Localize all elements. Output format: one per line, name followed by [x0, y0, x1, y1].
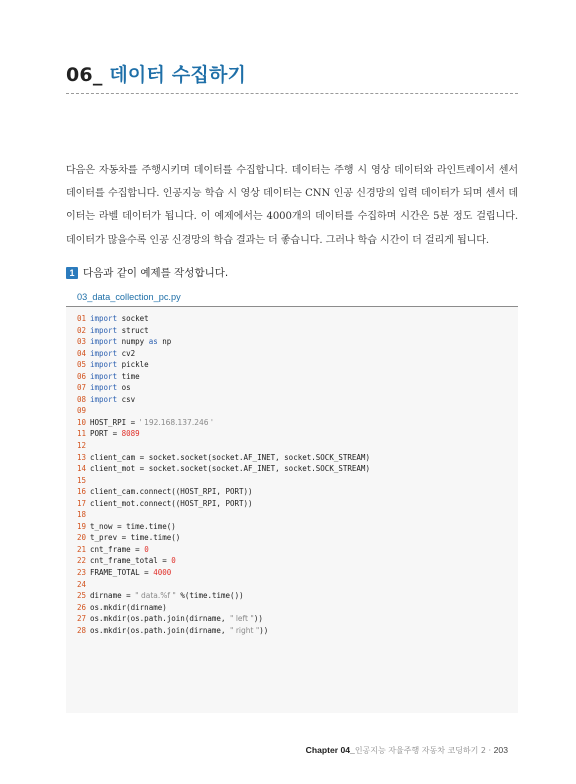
code-line [77, 336, 370, 348]
code-line [77, 405, 370, 417]
code-token: import [90, 383, 118, 393]
code-line [77, 452, 370, 464]
code-token: 4000 [153, 568, 172, 578]
line-number: 01 [77, 314, 91, 323]
code-token: cnt_frame_total = [90, 556, 172, 566]
code-listing [77, 313, 370, 636]
code-token: import [90, 314, 118, 323]
code-token: )) [253, 614, 263, 624]
code-token: t_now = time.time() [90, 521, 176, 531]
code-token: import [90, 348, 118, 358]
code-token: client_cam.connect((HOST_RPI, PORT)) [90, 487, 253, 497]
code-token: " right " [229, 625, 260, 635]
footer-chapter: Chapter 04_ [305, 745, 355, 755]
code-token: client_mot.connect((HOST_RPI, PORT)) [90, 498, 253, 508]
code-line [77, 348, 370, 360]
footer-separator: · [486, 746, 494, 755]
code-token: dirname = [90, 591, 136, 601]
code-line [77, 428, 370, 440]
code-line [77, 532, 370, 544]
page-title [66, 60, 246, 87]
line-number: 05 [77, 360, 91, 370]
code-token: socket [117, 314, 149, 323]
code-token: os.mkdir(os.path.join(dirname, [90, 614, 230, 624]
section-number: 06_ [66, 64, 103, 86]
code-line [77, 590, 370, 602]
line-number: 17 [77, 498, 91, 508]
line-number: 18 [77, 510, 87, 520]
code-token: 0 [144, 544, 149, 554]
line-number: 04 [77, 348, 91, 358]
code-line [77, 521, 370, 533]
code-line [77, 417, 370, 429]
page-footer [306, 745, 508, 756]
line-number: 06 [77, 371, 91, 381]
code-line [77, 602, 370, 614]
code-line [77, 544, 370, 556]
code-token: os.mkdir(dirname) [90, 602, 167, 612]
code-token: import [90, 325, 118, 335]
code-token: os [117, 383, 131, 393]
line-number: 25 [77, 591, 91, 601]
line-number: 28 [77, 625, 91, 635]
code-token: %(time.time()) [175, 591, 244, 601]
line-number: 14 [77, 464, 91, 474]
line-number: 19 [77, 521, 91, 531]
code-line [77, 498, 370, 510]
line-number: 24 [77, 579, 87, 589]
code-token: " data.%f " [135, 591, 176, 601]
line-number: 09 [77, 406, 87, 416]
code-token: " left " [229, 614, 254, 624]
line-number: 10 [77, 417, 91, 427]
line-number: 02 [77, 325, 91, 335]
page-number: 203 [493, 745, 508, 755]
code-line [77, 579, 370, 591]
code-token: struct [117, 325, 149, 335]
code-token: PORT = [90, 429, 122, 439]
code-line [77, 371, 370, 383]
step-number-badge: 1 [66, 267, 78, 279]
code-line [77, 313, 370, 325]
code-line [77, 613, 370, 625]
line-number: 13 [77, 452, 91, 462]
code-token: t_prev = time.time() [90, 533, 181, 543]
step-text: 다음과 같이 예제를 작성합니다. [83, 267, 229, 279]
intro-paragraph: 다음은 자동차를 주행시키며 데이터를 수집합니다. 데이터는 주행 시 영상 데이터와 라인트레이서 센서 데이터를 수집합니다. 인공지능 학습 시 영상 데이터는 CNN 인공 신경망의 입력 데이터가 되며 센서 데이터는 라벨 데이터가 됩니다. 이 예제에서는 4000개의 데이터를 수집하며 시간은 5분 정도 걸립니다. 데이터가 많을수록 인공 신경망의 학습 결과는 더 좋습니다. 그러나 학습 시간이 더 걸리게 됩니다. [66, 165, 518, 246]
line-number: 15 [77, 475, 87, 485]
code-token: as [148, 337, 158, 347]
footer-subtitle: 인공지능 자율주행 자동차 코딩하기 2 [354, 746, 487, 755]
line-number: 11 [77, 429, 91, 439]
code-filename: 03_data_collection_pc.py [77, 292, 181, 302]
code-token: import [90, 394, 118, 404]
code-line [77, 382, 370, 394]
title-divider [66, 93, 518, 94]
code-token: cv2 [117, 348, 136, 358]
code-token: client_cam = socket.socket(socket.AF_INET, socket.SOCK_STREAM) [90, 452, 370, 462]
code-token: ' 192.168.137.246 ' [139, 417, 213, 427]
line-number: 08 [77, 394, 91, 404]
code-line [77, 475, 370, 487]
line-number: 03 [77, 337, 91, 347]
code-token: import [90, 371, 118, 381]
code-line [77, 567, 370, 579]
code-line [77, 555, 370, 567]
code-token: import [90, 360, 118, 370]
code-token: csv [117, 394, 136, 404]
line-number: 20 [77, 533, 91, 543]
code-token: numpy [117, 337, 149, 347]
line-number: 07 [77, 383, 91, 393]
line-number: 22 [77, 556, 91, 566]
line-number: 27 [77, 614, 91, 624]
line-number: 21 [77, 544, 91, 554]
code-token: 8089 [121, 429, 140, 439]
line-number: 12 [77, 441, 87, 451]
section-title: 데이터 수집하기 [109, 64, 247, 86]
code-token: np [157, 337, 172, 347]
line-number: 23 [77, 568, 91, 578]
code-line [77, 440, 370, 452]
code-token: FRAME_TOTAL = [90, 568, 154, 578]
code-line [77, 463, 370, 475]
code-token: cnt_frame = [90, 544, 145, 554]
line-number: 26 [77, 602, 91, 612]
code-token: client_mot = socket.socket(socket.AF_INET, socket.SOCK_STREAM) [90, 464, 370, 474]
code-token: os.mkdir(os.path.join(dirname, [90, 625, 230, 635]
code-line [77, 325, 370, 337]
code-token: pickle [117, 360, 149, 370]
code-line [77, 625, 370, 637]
code-line [77, 359, 370, 371]
step-instruction [66, 265, 228, 280]
code-token: import [90, 337, 118, 347]
code-token: )) [259, 625, 269, 635]
code-line [77, 486, 370, 498]
code-token: 0 [171, 556, 176, 566]
code-line [77, 394, 370, 406]
code-token: time [117, 371, 140, 381]
line-number: 16 [77, 487, 91, 497]
code-token: HOST_RPI = [90, 417, 140, 427]
code-line [77, 509, 370, 521]
